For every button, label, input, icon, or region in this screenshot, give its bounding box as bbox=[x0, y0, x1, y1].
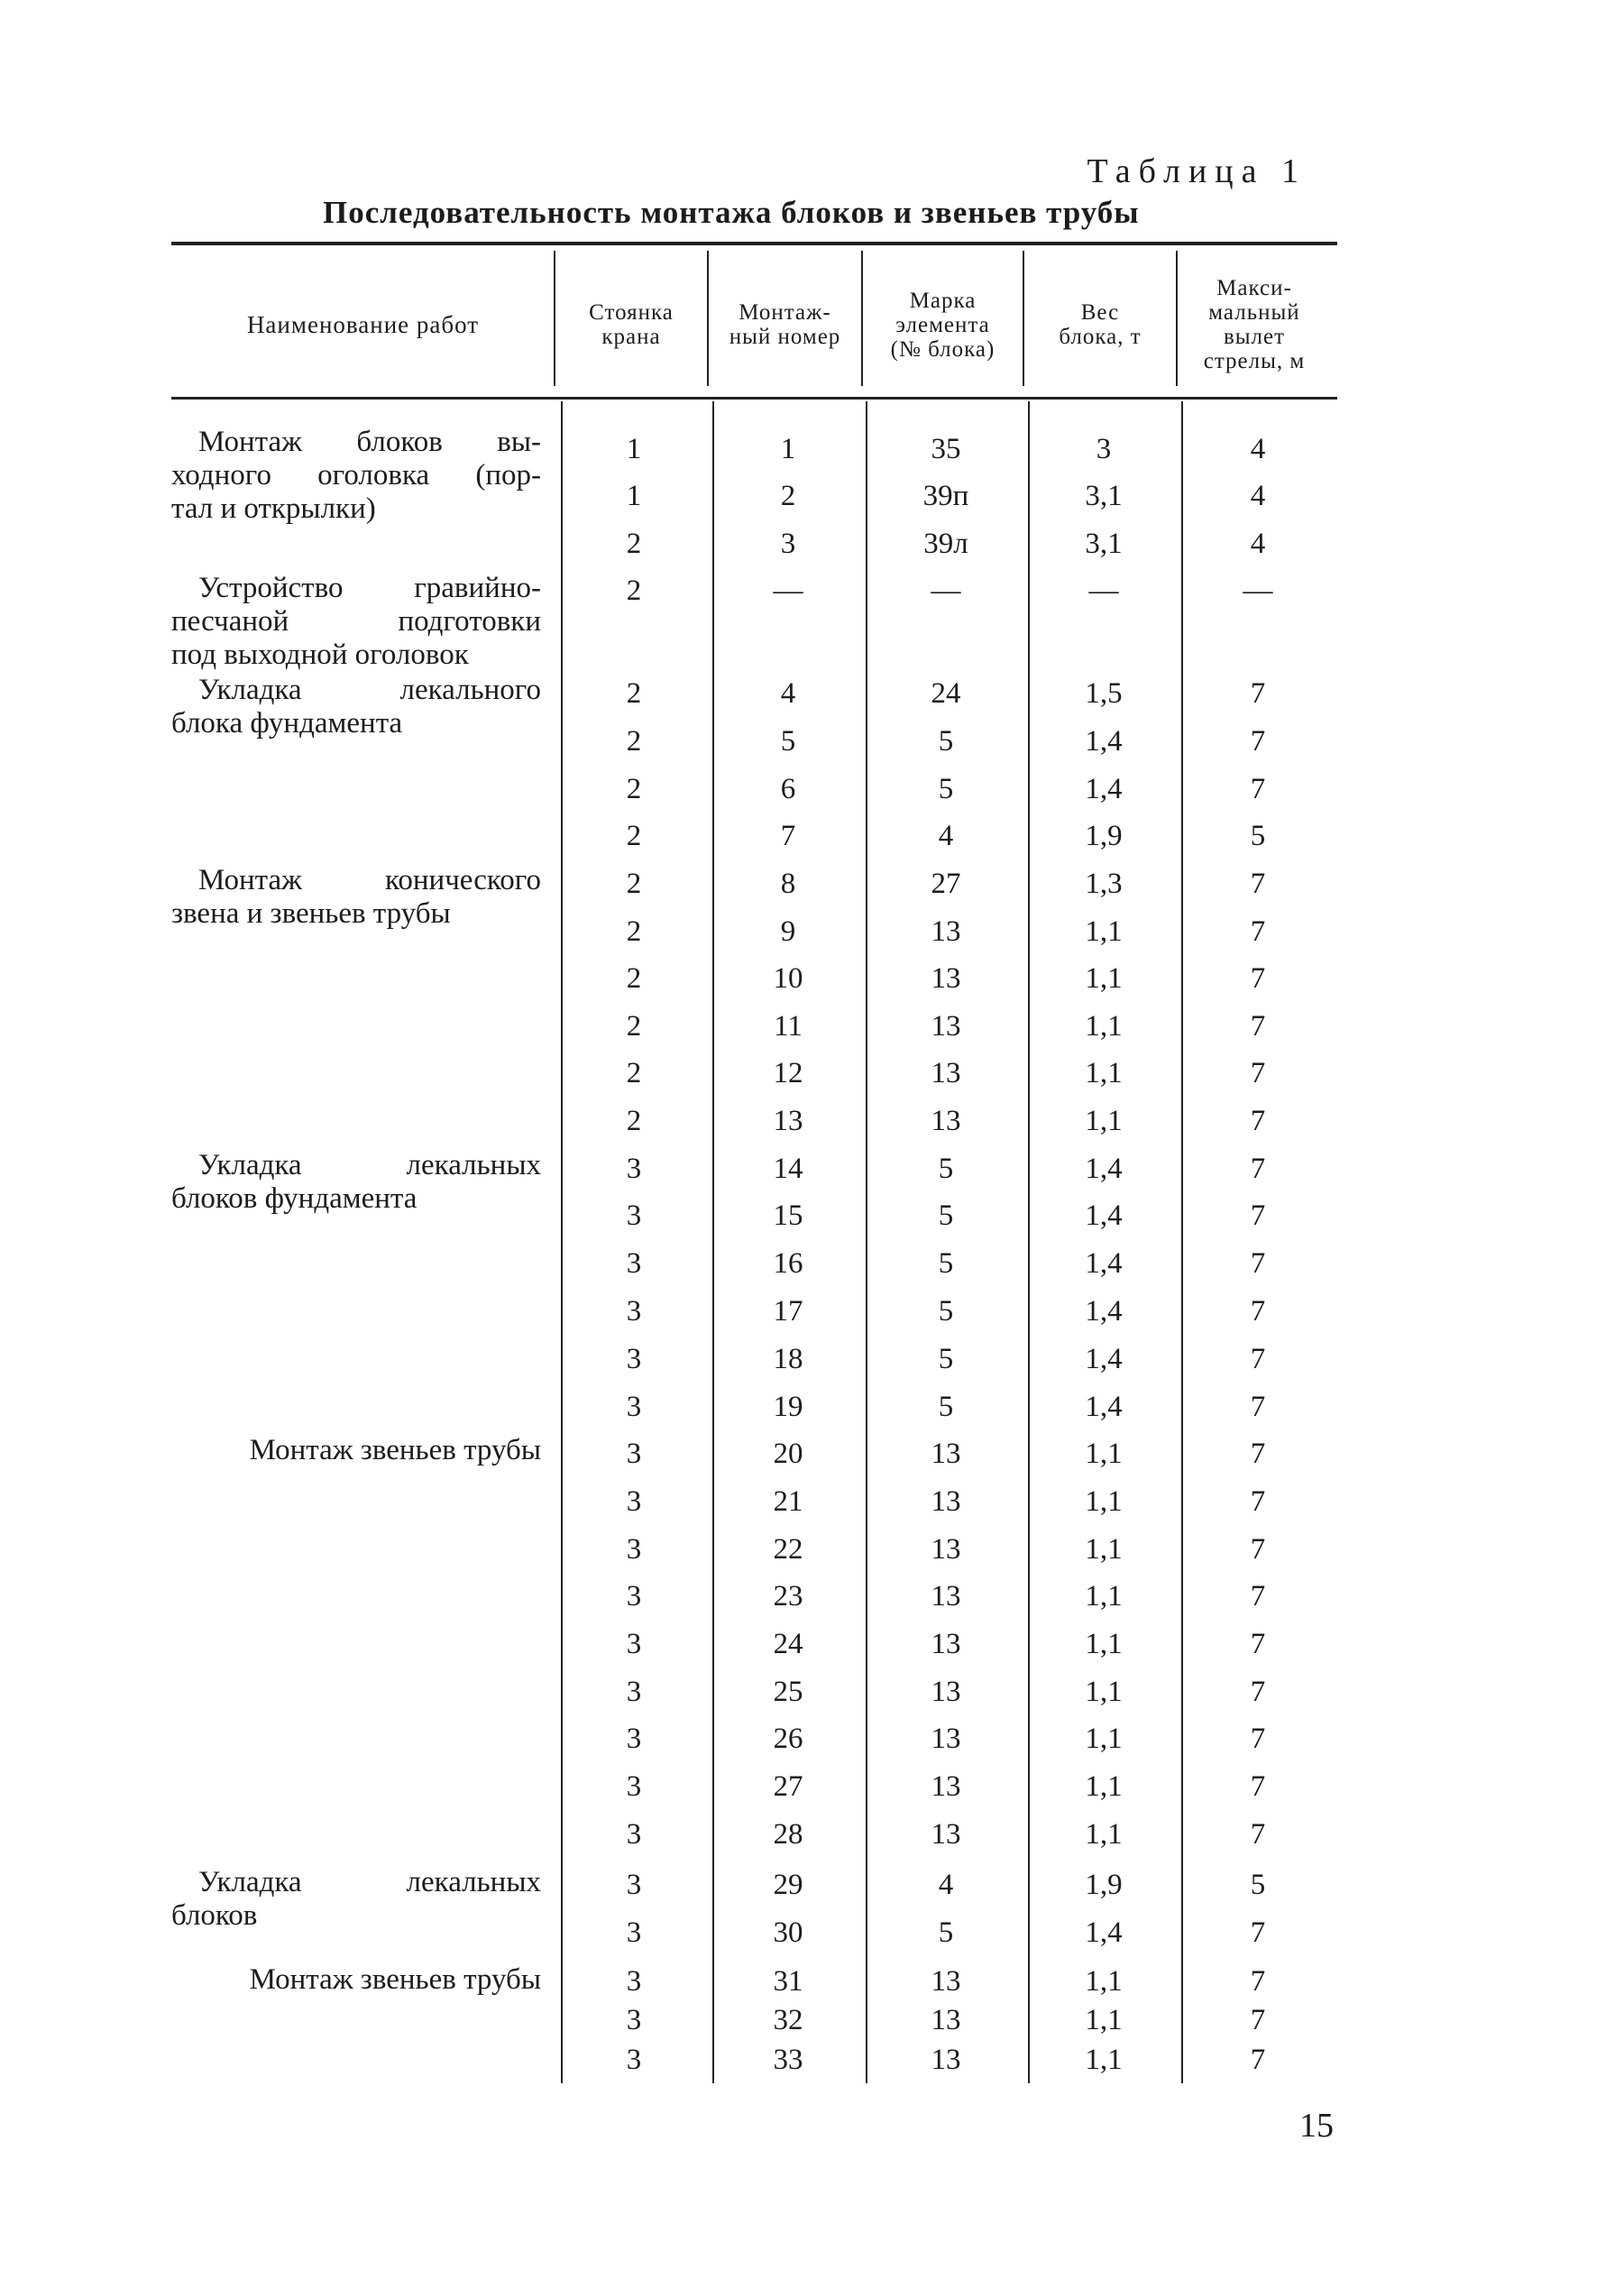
cell-reach: 7 bbox=[1250, 1916, 1266, 1949]
cell-weight: 1,5 bbox=[1085, 677, 1123, 710]
cell-station: 3 bbox=[626, 1628, 642, 1660]
cell-weight: 1,1 bbox=[1085, 1965, 1123, 1998]
cell-mount-number: 14 bbox=[773, 1153, 803, 1185]
cell-reach: 7 bbox=[1250, 1485, 1266, 1518]
cell-mark: 13 bbox=[931, 1438, 961, 1470]
cell-mount-number: 8 bbox=[780, 868, 796, 900]
work-name bbox=[171, 572, 541, 672]
work-name-line: Укладка лекальных bbox=[198, 1149, 541, 1181]
work-name bbox=[171, 674, 541, 740]
cell-mark: 13 bbox=[931, 1533, 961, 1566]
cell-weight: 1,1 bbox=[1085, 2004, 1123, 2036]
work-name-line: блоков фундамента bbox=[171, 1182, 417, 1215]
work-name-line: под выходной оголовок bbox=[171, 639, 469, 671]
header-weight: Вес блока, т bbox=[1059, 300, 1142, 349]
table-title: Последовательность монтажа блоков и звеньев трубы bbox=[323, 195, 1140, 230]
cell-mark: 4 bbox=[938, 1869, 954, 1901]
cell-weight: 1,4 bbox=[1085, 1153, 1123, 1185]
cell-station: 2 bbox=[626, 962, 642, 995]
cell-weight: 3,1 bbox=[1085, 528, 1123, 560]
cell-mark: 39п bbox=[922, 480, 969, 512]
cell-station: 3 bbox=[626, 1818, 642, 1851]
cell-station: 3 bbox=[626, 1723, 642, 1755]
cell-mark: 5 bbox=[938, 1295, 954, 1328]
cell-reach: 7 bbox=[1250, 1965, 1266, 1998]
cell-reach: 7 bbox=[1250, 1770, 1266, 1803]
work-name-line: звена и звеньев трубы bbox=[171, 897, 451, 930]
work-name-line: блока фундамента bbox=[171, 707, 403, 740]
cell-station: 3 bbox=[626, 1965, 642, 1998]
cell-station: 3 bbox=[626, 1485, 642, 1518]
cell-weight: 1,1 bbox=[1085, 1818, 1123, 1851]
cell-reach: 7 bbox=[1250, 1628, 1266, 1660]
header-name: Наименование работ bbox=[246, 310, 480, 338]
cell-mark: 13 bbox=[931, 1676, 961, 1708]
cell-weight: 1,1 bbox=[1085, 2044, 1123, 2076]
cell-reach: 7 bbox=[1250, 1723, 1266, 1755]
cell-weight: 1,4 bbox=[1085, 1916, 1123, 1949]
cell-reach: 7 bbox=[1250, 1580, 1266, 1613]
cell-mount-number: 24 bbox=[773, 1628, 803, 1660]
work-name-line: блоков bbox=[171, 1899, 258, 1932]
cell-reach: 7 bbox=[1250, 1818, 1266, 1851]
cell-weight: 1,4 bbox=[1085, 725, 1123, 758]
cell-mark: 13 bbox=[931, 1485, 961, 1518]
cell-weight: 1,1 bbox=[1085, 1485, 1123, 1518]
cell-mark: 13 bbox=[931, 1010, 961, 1043]
cell-station: 3 bbox=[626, 1153, 642, 1185]
cell-weight: 1,1 bbox=[1085, 915, 1123, 948]
cell-reach: 7 bbox=[1250, 2004, 1266, 2036]
cell-station: 2 bbox=[626, 1010, 642, 1043]
cell-mark: 24 bbox=[931, 677, 961, 710]
cell-station: 3 bbox=[626, 1438, 642, 1470]
cell-station: 1 bbox=[626, 480, 642, 512]
cell-weight: 1,9 bbox=[1085, 1869, 1123, 1901]
cell-mark: 13 bbox=[931, 1580, 961, 1613]
cell-mark: 13 bbox=[931, 1770, 961, 1803]
cell-mark: 27 bbox=[931, 868, 961, 900]
cell-mount-number: 26 bbox=[773, 1723, 803, 1755]
cell-mount-number: 22 bbox=[773, 1533, 803, 1566]
cell-weight: 1,1 bbox=[1085, 962, 1123, 995]
header-top-rule bbox=[171, 242, 1337, 245]
work-name-line: Монтаж звеньев трубы bbox=[249, 1434, 541, 1466]
cell-reach: 5 bbox=[1250, 820, 1266, 852]
cell-mount-number: 4 bbox=[780, 677, 796, 710]
cell-station: 3 bbox=[626, 1533, 642, 1566]
cell-reach: 7 bbox=[1250, 915, 1266, 948]
cell-mark: 5 bbox=[938, 725, 954, 758]
cell-weight: 1,1 bbox=[1085, 1438, 1123, 1470]
cell-reach: 7 bbox=[1250, 1153, 1266, 1185]
cell-station: 3 bbox=[626, 1247, 642, 1280]
cell-station: 2 bbox=[626, 528, 642, 560]
cell-mount-number: 13 bbox=[773, 1105, 803, 1137]
cell-weight: 1,4 bbox=[1085, 773, 1123, 805]
cell-station: 3 bbox=[626, 1199, 642, 1232]
cell-station: 2 bbox=[626, 1057, 642, 1089]
cell-mark: 39л bbox=[923, 528, 968, 560]
cell-reach: 7 bbox=[1250, 1057, 1266, 1089]
header-mount-number: Монтаж- ный номер bbox=[729, 300, 841, 349]
cell-station: 2 bbox=[626, 574, 642, 607]
cell-weight: 3,1 bbox=[1085, 480, 1123, 512]
cell-mount-number: 19 bbox=[773, 1391, 803, 1423]
header-station: Стоянка крана bbox=[589, 300, 674, 349]
cell-weight: 3 bbox=[1096, 433, 1112, 465]
cell-weight: 1,1 bbox=[1085, 1057, 1123, 1089]
cell-reach: 7 bbox=[1250, 677, 1266, 710]
cell-weight: 1,4 bbox=[1085, 1391, 1123, 1423]
cell-weight: 1,1 bbox=[1085, 1770, 1123, 1803]
work-name-line: Монтаж конического bbox=[198, 864, 541, 896]
cell-mount-number: 1 bbox=[780, 433, 796, 465]
work-name-line: ходного оголовка (пор- bbox=[171, 459, 541, 492]
cell-reach: 7 bbox=[1250, 868, 1266, 900]
work-name bbox=[171, 426, 541, 526]
cell-mount-number: 16 bbox=[773, 1247, 803, 1280]
cell-reach: 4 bbox=[1250, 528, 1266, 560]
cell-mount-number: 23 bbox=[773, 1580, 803, 1613]
cell-weight: 1,1 bbox=[1085, 1723, 1123, 1755]
cell-mount-number: 32 bbox=[773, 2004, 803, 2036]
cell-station: 2 bbox=[626, 773, 642, 805]
cell-station: 3 bbox=[626, 1343, 642, 1375]
cell-reach: 7 bbox=[1250, 1199, 1266, 1232]
cell-weight: 1,4 bbox=[1085, 1199, 1123, 1232]
header-mark: Марка элемента (№ блока) bbox=[890, 288, 996, 362]
cell-mount-number: 3 bbox=[780, 528, 796, 560]
cell-mount-number: — bbox=[773, 574, 803, 607]
cell-mark: 5 bbox=[938, 1391, 954, 1423]
cell-mark: 13 bbox=[931, 1105, 961, 1137]
cell-mark: 13 bbox=[931, 1723, 961, 1755]
cell-mark: 13 bbox=[931, 1818, 961, 1851]
cell-mount-number: 20 bbox=[773, 1438, 803, 1470]
cell-mount-number: 27 bbox=[773, 1770, 803, 1803]
work-name-line: Монтаж звеньев трубы bbox=[249, 1963, 541, 1996]
cell-reach: 4 bbox=[1250, 480, 1266, 512]
cell-station: 3 bbox=[626, 1580, 642, 1613]
cell-mount-number: 25 bbox=[773, 1676, 803, 1708]
cell-weight: 1,1 bbox=[1085, 1105, 1123, 1137]
cell-mark: 13 bbox=[931, 962, 961, 995]
cell-station: 2 bbox=[626, 820, 642, 852]
cell-mount-number: 31 bbox=[773, 1965, 803, 1998]
cell-reach: 7 bbox=[1250, 2044, 1266, 2076]
cell-mount-number: 30 bbox=[773, 1916, 803, 1949]
cell-reach: 7 bbox=[1250, 1295, 1266, 1328]
cell-reach: 7 bbox=[1250, 1391, 1266, 1423]
cell-mark: 5 bbox=[938, 1343, 954, 1375]
cell-mount-number: 18 bbox=[773, 1343, 803, 1375]
cell-mount-number: 7 bbox=[780, 820, 796, 852]
cell-station: 3 bbox=[626, 2044, 642, 2076]
cell-mount-number: 5 bbox=[780, 725, 796, 758]
cell-mark: 13 bbox=[931, 2004, 961, 2036]
cell-station: 3 bbox=[626, 1391, 642, 1423]
cell-mount-number: 33 bbox=[773, 2044, 803, 2076]
cell-mark: 13 bbox=[931, 1057, 961, 1089]
work-name bbox=[171, 864, 541, 931]
cell-mount-number: 21 bbox=[773, 1485, 803, 1518]
cell-weight: 1,1 bbox=[1085, 1533, 1123, 1566]
cell-mark: 35 bbox=[931, 433, 961, 465]
work-name-line: песчаной подготовки bbox=[171, 605, 541, 638]
cell-weight: 1,4 bbox=[1085, 1343, 1123, 1375]
cell-mount-number: 11 bbox=[774, 1010, 803, 1043]
cell-mount-number: 12 bbox=[773, 1057, 803, 1089]
cell-mount-number: 17 bbox=[773, 1295, 803, 1328]
table-label: Таблица 1 bbox=[1087, 152, 1307, 190]
cell-station: 2 bbox=[626, 677, 642, 710]
header-bottom-rule bbox=[171, 397, 1337, 400]
cell-mark: 13 bbox=[931, 1965, 961, 1998]
cell-reach: 7 bbox=[1250, 725, 1266, 758]
cell-mount-number: 10 bbox=[773, 962, 803, 995]
cell-reach: 5 bbox=[1250, 1869, 1266, 1901]
cell-mark: 5 bbox=[938, 1199, 954, 1232]
work-name bbox=[171, 1149, 541, 1216]
cell-station: 3 bbox=[626, 1770, 642, 1803]
header-reach: Макси- мальный вылет стрелы, м bbox=[1203, 276, 1306, 373]
cell-reach: 7 bbox=[1250, 773, 1266, 805]
cell-station: 2 bbox=[626, 1105, 642, 1137]
cell-weight: 1,9 bbox=[1085, 820, 1123, 852]
cell-station: 3 bbox=[626, 1916, 642, 1949]
cell-mount-number: 28 bbox=[773, 1818, 803, 1851]
cell-mount-number: 6 bbox=[780, 773, 796, 805]
cell-mark: 13 bbox=[931, 2044, 961, 2076]
cell-mark: 5 bbox=[938, 1916, 954, 1949]
cell-reach: — bbox=[1243, 574, 1273, 607]
work-name-line: Укладка лекального bbox=[198, 674, 541, 706]
work-name-line: Монтаж блоков вы- bbox=[198, 426, 541, 458]
cell-reach: 7 bbox=[1250, 1010, 1266, 1043]
work-name-line: тал и открылки) bbox=[171, 492, 376, 525]
work-name bbox=[171, 1866, 541, 1933]
cell-station: 2 bbox=[626, 725, 642, 758]
cell-reach: 4 bbox=[1250, 433, 1266, 465]
cell-reach: 7 bbox=[1250, 1105, 1266, 1137]
cell-mark: 5 bbox=[938, 1247, 954, 1280]
cell-mount-number: 9 bbox=[780, 915, 796, 948]
cell-weight: 1,1 bbox=[1085, 1010, 1123, 1043]
cell-weight: 1,3 bbox=[1085, 868, 1123, 900]
cell-reach: 7 bbox=[1250, 1533, 1266, 1566]
cell-station: 3 bbox=[626, 1869, 642, 1901]
cell-mount-number: 29 bbox=[773, 1869, 803, 1901]
cell-station: 3 bbox=[626, 1295, 642, 1328]
cell-station: 2 bbox=[626, 915, 642, 948]
cell-mark: 4 bbox=[938, 820, 954, 852]
work-name bbox=[171, 1963, 541, 1997]
cell-station: 3 bbox=[626, 2004, 642, 2036]
cell-mark: 13 bbox=[931, 915, 961, 948]
page-number: 15 bbox=[1299, 2107, 1334, 2145]
cell-mount-number: 2 bbox=[780, 480, 796, 512]
cell-weight: — bbox=[1088, 574, 1119, 607]
cell-mark: — bbox=[931, 574, 961, 607]
cell-mark: 5 bbox=[938, 1153, 954, 1185]
work-name-line: Устройство гравийно- bbox=[198, 572, 541, 604]
cell-station: 3 bbox=[626, 1676, 642, 1708]
cell-weight: 1,4 bbox=[1085, 1247, 1123, 1280]
cell-reach: 7 bbox=[1250, 1676, 1266, 1708]
cell-mount-number: 15 bbox=[773, 1199, 803, 1232]
work-name bbox=[171, 1434, 541, 1467]
cell-station: 1 bbox=[626, 433, 642, 465]
cell-weight: 1,1 bbox=[1085, 1580, 1123, 1613]
cell-weight: 1,4 bbox=[1085, 1295, 1123, 1328]
cell-reach: 7 bbox=[1250, 1438, 1266, 1470]
work-name-line: Укладка лекальных bbox=[198, 1866, 541, 1898]
cell-mark: 5 bbox=[938, 773, 954, 805]
cell-weight: 1,1 bbox=[1085, 1676, 1123, 1708]
cell-reach: 7 bbox=[1250, 1343, 1266, 1375]
cell-reach: 7 bbox=[1250, 962, 1266, 995]
cell-station: 2 bbox=[626, 868, 642, 900]
cell-mark: 13 bbox=[931, 1628, 961, 1660]
cell-weight: 1,1 bbox=[1085, 1628, 1123, 1660]
cell-reach: 7 bbox=[1250, 1247, 1266, 1280]
